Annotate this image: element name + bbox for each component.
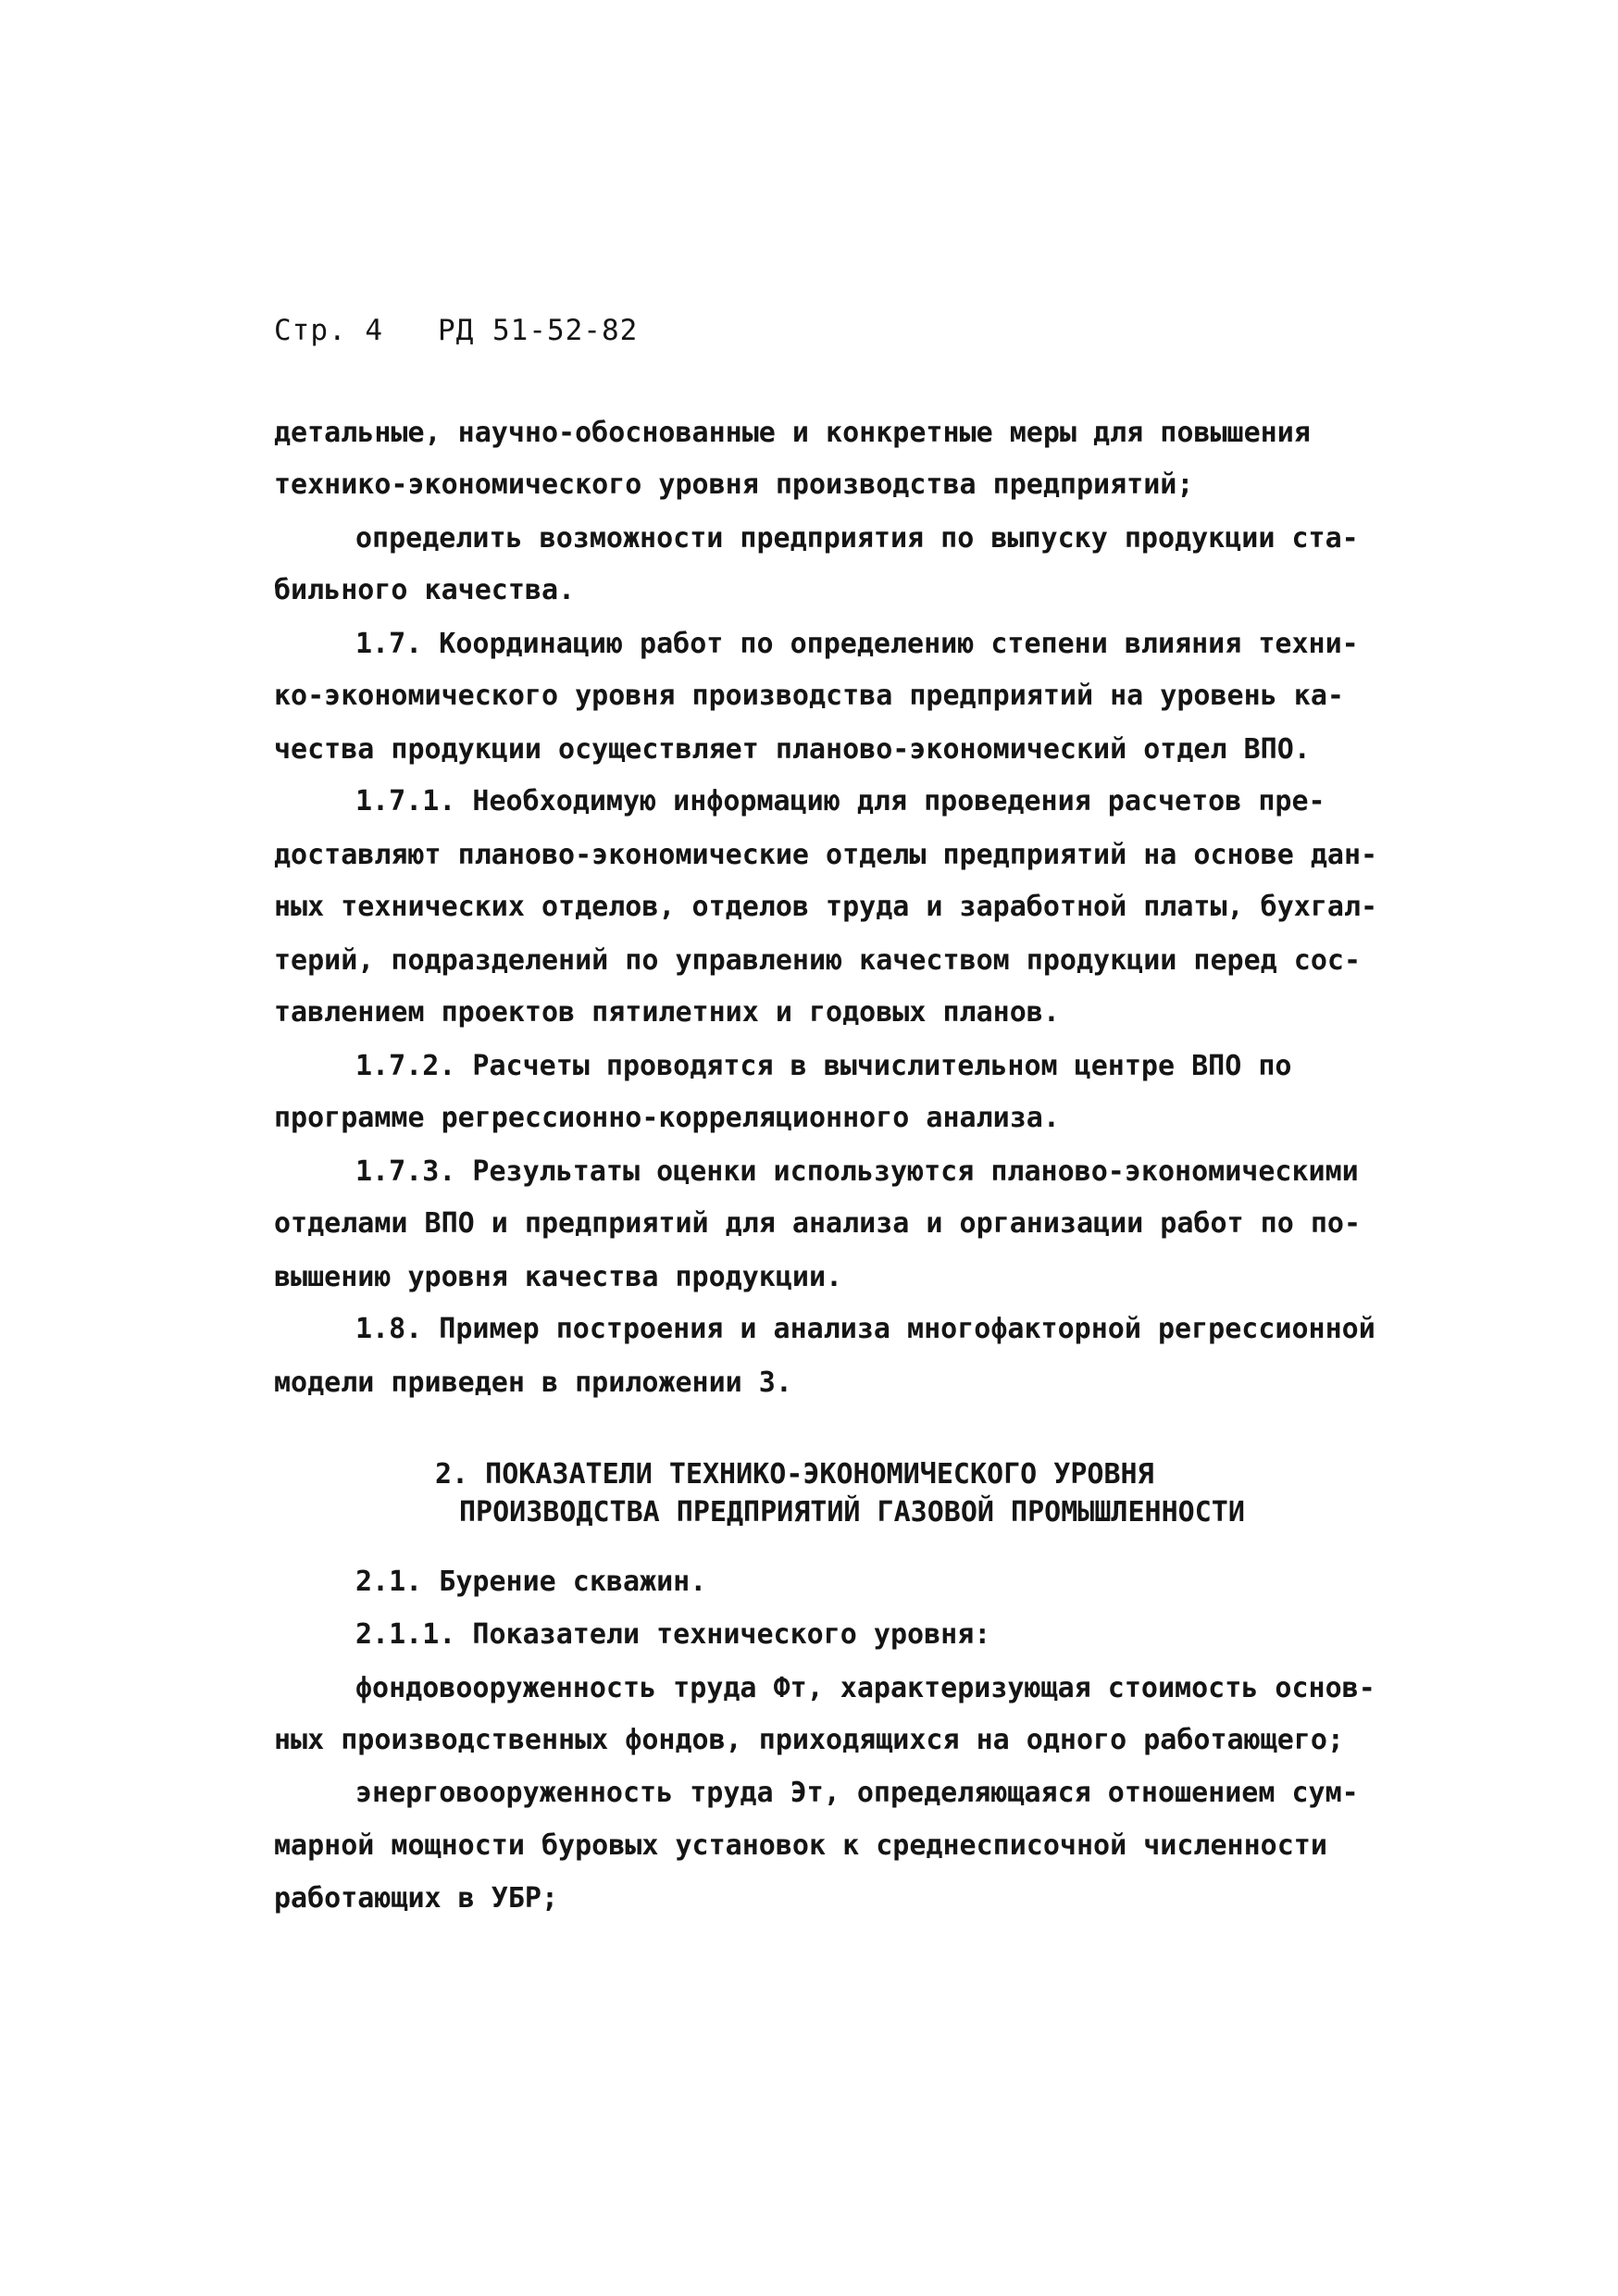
document-code: РД 51-52-82 [437,314,639,347]
page-header [274,312,638,349]
text-line: модели приведен в приложении 3. [274,1366,792,1399]
text-line: 2.1.1. Показатели технического уровня: [355,1618,991,1651]
text-line: марной мощности буровых установок к среднесписочной численности [274,1829,1327,1862]
page-number: Стр. 4 [274,314,383,347]
text-line: 1.8. Пример построения и анализа многофакторной регрессионной [355,1313,1375,1345]
text-line: фондовооруженность труда Фт, характеризующая стоимость основ- [355,1672,1375,1704]
text-line: вышению уровня качества продукции. [274,1261,843,1293]
text-line: работающих в УБР; [274,1882,559,1915]
text-line: технико-экономического уровня производства предприятий; [274,468,1194,501]
text-line: тавлением проектов пятилетних и годовых планов. [274,996,1060,1029]
section-title-line-1: 2. ПОКАЗАТЕЛИ ТЕХНИКО-ЭКОНОМИЧЕСКОГО УРОВНЯ [435,1458,1154,1491]
text-line: определить возможности предприятия по выпуску продукции ста- [355,522,1359,555]
text-line: 2.1. Бурение скважин. [355,1566,707,1598]
text-line: программе регрессионно-корреляционного анализа. [274,1102,1060,1134]
text-line: терий, подразделений по управлению качеством продукции перед сос- [274,944,1361,977]
text-line: ных производственных фондов, приходящихся на одного работающего; [274,1724,1344,1756]
text-line: детальные, научно-обоснованные и конкретные меры для повышения [274,417,1311,449]
text-line: ко-экономического уровня производства предприятий на уровень ка- [274,680,1344,712]
text-line: 1.7.3. Результаты оценки используются планово-экономическими [355,1155,1359,1188]
text-line: бильного качества. [274,574,576,606]
text-line: 1.7.2. Расчеты проводятся в вычислительном центре ВПО по [355,1050,1292,1082]
text-line: ных технических отделов, отделов труда и заработной платы, бухгал- [274,891,1378,923]
text-line: 1.7. Координацию работ по определению степени влияния техни- [355,628,1359,660]
text-line: энерговооруженность труда Эт, определяющаяся отношением сум- [355,1777,1359,1809]
section-title-line-2: ПРОИЗВОДСТВА ПРЕДПРИЯТИЙ ГАЗОВОЙ ПРОМЫШЛЕННОСТИ [459,1496,1245,1529]
text-line: чества продукции осуществляет планово-экономический отдел ВПО. [274,733,1311,766]
text-line: доставляют планово-экономические отделы предприятий на основе дан- [274,839,1378,871]
text-line: 1.7.1. Необходимую информацию для проведения расчетов пре- [355,785,1326,817]
text-line: отделами ВПО и предприятий для анализа и организации работ по по- [274,1207,1361,1240]
